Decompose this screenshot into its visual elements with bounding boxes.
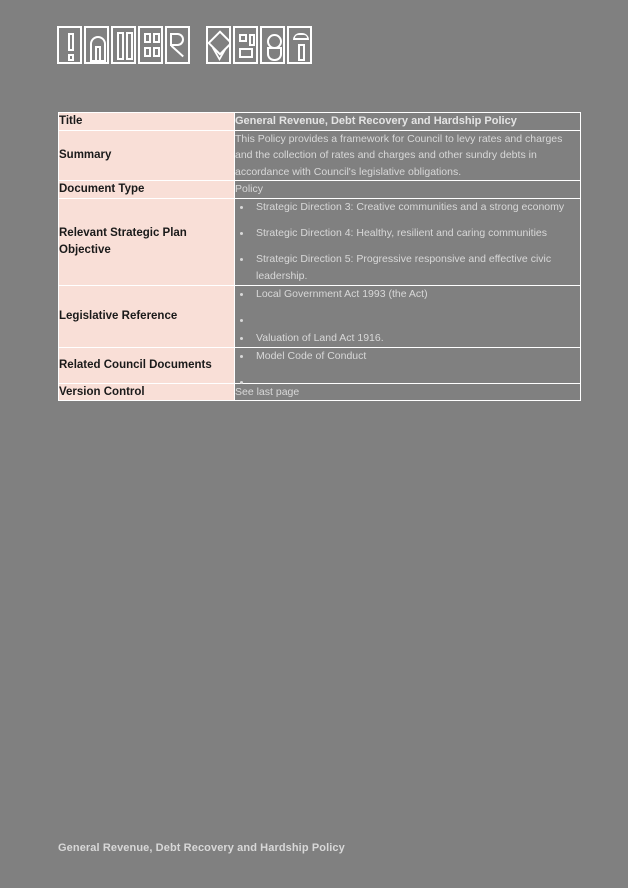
logo-glyph-w (206, 26, 231, 64)
list-item: Model Code of Conduct (235, 348, 580, 365)
inner-west-logo (57, 26, 314, 64)
list-item (235, 374, 580, 383)
logo-glyph-s (260, 26, 285, 64)
row-label-version-control: Version Control (59, 383, 235, 401)
row-label-document-type: Document Type (59, 180, 235, 198)
row-value-title: General Revenue, Debt Recovery and Hardship Policy (235, 113, 581, 131)
table-row (59, 113, 581, 131)
table-row (59, 131, 581, 181)
row-value-version-control: See last page (235, 383, 581, 401)
row-label-strategic-plan-objective: Relevant Strategic Plan Objective (59, 198, 235, 285)
related-documents-list (235, 348, 580, 383)
logo-glyph-e (138, 26, 163, 64)
table-row (59, 180, 581, 198)
list-item (235, 312, 580, 321)
row-value-document-type: Policy (235, 180, 581, 198)
table-row (59, 383, 581, 401)
list-item: Valuation of Land Act 1916. (235, 330, 580, 347)
table-row (59, 347, 581, 383)
logo-glyph-n1 (84, 26, 109, 64)
logo-glyph-r (165, 26, 190, 64)
list-item: Local Government Act 1993 (the Act) (235, 286, 580, 303)
page-footer: General Revenue, Debt Recovery and Hardship Policy (58, 842, 345, 854)
strategic-objective-list (235, 199, 580, 285)
row-label-legislative-reference: Legislative Reference (59, 285, 235, 347)
row-label-title: Title (59, 113, 235, 131)
table-row (59, 285, 581, 347)
logo-word-inner (57, 26, 192, 64)
table-row (59, 198, 581, 285)
row-value-related-council-documents (235, 347, 581, 383)
row-label-summary: Summary (59, 131, 235, 181)
list-item: Strategic Direction 3: Creative communities and a strong economy (235, 199, 580, 216)
row-label-related-council-documents: Related Council Documents (59, 347, 235, 383)
logo-glyph-t (287, 26, 312, 64)
logo-word-west (206, 26, 314, 64)
row-value-summary (235, 131, 581, 181)
legislative-reference-list (235, 286, 580, 347)
logo-glyph-i (57, 26, 82, 64)
list-item: Strategic Direction 4: Healthy, resilient and caring communities (235, 225, 580, 242)
summary-text: This Policy provides a framework for Council to levy rates and charges and the collection of rates and charges and other sundry debts in accordance with Council's legislative obligations. (235, 133, 563, 178)
logo-glyph-e2 (233, 26, 258, 64)
logo-glyph-n2 (111, 26, 136, 64)
row-value-legislative-reference (235, 285, 581, 347)
row-value-strategic-plan-objective (235, 198, 581, 285)
list-item: Strategic Direction 5: Progressive responsive and effective civic leadership. (235, 251, 580, 285)
document-metadata-table (58, 112, 581, 401)
